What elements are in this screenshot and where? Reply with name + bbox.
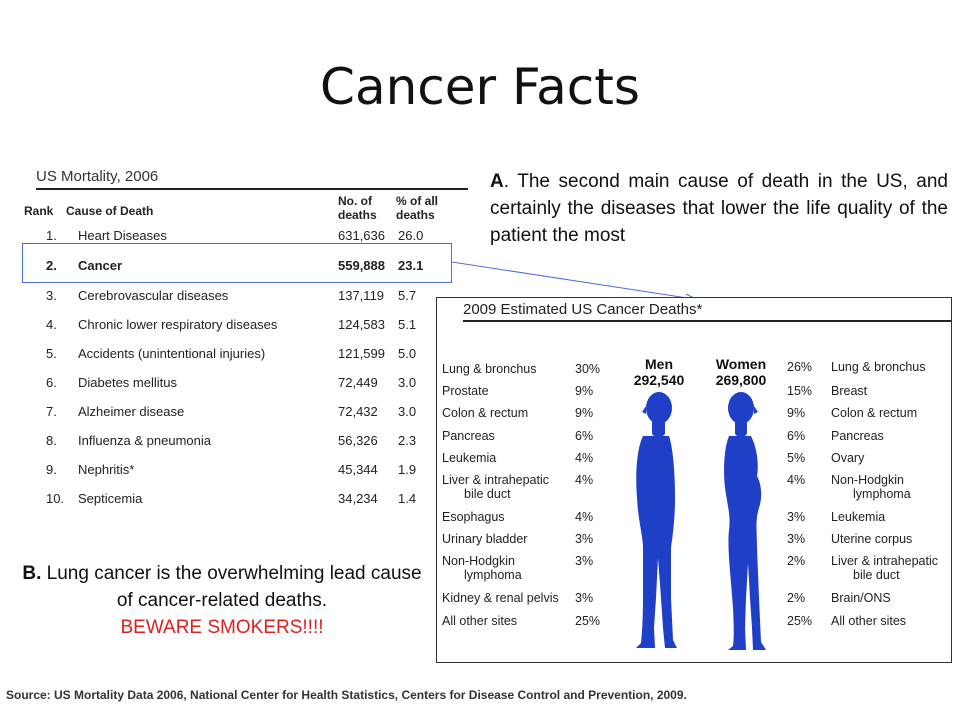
note-a-body: . The second main cause of death in the US, and certainly the diseases that lower the life quality of the patient the most [490, 171, 948, 246]
slide-title: Cancer Facts [320, 58, 640, 116]
women-site-pct: 6% [787, 429, 806, 443]
men-site-name: Colon & rectum [442, 406, 529, 420]
women-site-pct: 3% [787, 532, 806, 546]
deaths-cell: 72,432 [338, 404, 378, 419]
men-site-label [442, 473, 549, 501]
pct-cell: 3.0 [398, 404, 417, 419]
mortality-row [24, 433, 469, 455]
women-site-pct: 2% [787, 554, 806, 568]
pct-cell: 3.0 [398, 375, 417, 390]
women-site-pct: 4% [787, 473, 806, 487]
women-site-pct: 15% [787, 384, 813, 398]
men-site-pct: 9% [575, 406, 594, 420]
men-total: 292,540 [633, 372, 685, 388]
cause-cell: Cancer [78, 258, 123, 273]
note-a-label: A [490, 171, 504, 192]
women-site-name: Brain/ONS [831, 591, 891, 605]
connector-line [452, 262, 694, 299]
cause-cell: Chronic lower respiratory diseases [78, 317, 278, 332]
women-site-name: Breast [831, 384, 868, 398]
mortality-row [24, 317, 469, 339]
women-site-label [831, 451, 864, 465]
women-site-pct: 26% [787, 360, 813, 374]
pct-cell: 2.3 [398, 433, 417, 448]
women-site-label [831, 532, 912, 546]
men-site-name: All other sites [442, 614, 518, 628]
men-site-label [442, 384, 489, 398]
women-site-name: Ovary [831, 451, 865, 465]
deaths-cell: 45,344 [338, 462, 378, 477]
mortality-table-title: US Mortality, 2006 [36, 168, 159, 185]
men-site-name: Pancreas [442, 429, 495, 443]
women-site-label [831, 360, 926, 374]
women-site-pct: 5% [787, 451, 806, 465]
cancer-row-highlight [22, 243, 452, 283]
women-label: Women [715, 356, 767, 372]
men-site-name-cont: lymphoma [464, 568, 522, 582]
cause-cell: Cerebrovascular diseases [78, 288, 229, 303]
women-site-label [831, 429, 884, 443]
men-label: Men [645, 356, 673, 372]
women-total: 269,800 [715, 372, 767, 388]
women-site-name: Non-Hodgkin [831, 473, 904, 487]
mortality-row [24, 462, 469, 484]
men-site-label [442, 362, 537, 376]
men-site-label [442, 406, 528, 420]
men-site-pct: 30% [575, 362, 601, 376]
rank-cell: 4. [46, 317, 57, 332]
men-site-pct: 3% [575, 554, 594, 568]
women-site-pct: 2% [787, 591, 806, 605]
deaths-cell: 124,583 [338, 317, 385, 332]
men-site-pct: 3% [575, 532, 594, 546]
mortality-title-rule [36, 188, 468, 190]
source-note: Source: US Mortality Data 2006, National Center for Health Statistics, Centers for Disease Control and Prevention, 2009. [6, 688, 687, 702]
deaths-cell: 559,888 [338, 258, 385, 273]
rank-cell: 9. [46, 462, 57, 477]
men-site-pct: 4% [575, 510, 594, 524]
rank-cell: 6. [46, 375, 57, 390]
men-site-label [442, 510, 505, 524]
women-site-pct: 9% [787, 406, 806, 420]
header-deaths-line1: No. of [338, 194, 372, 208]
women-site-name: Liver & intrahepatic [831, 554, 939, 568]
pct-cell: 23.1 [398, 258, 424, 273]
pct-cell: 5.1 [398, 317, 417, 332]
deaths-cell: 631,636 [338, 228, 385, 243]
header-cause: Cause of Death [66, 204, 154, 218]
pct-cell: 26.0 [398, 228, 424, 243]
women-site-name: All other sites [831, 614, 907, 628]
women-site-name: Colon & rectum [831, 406, 918, 420]
deaths-cell: 34,234 [338, 491, 378, 506]
note-b-label: B. [22, 563, 42, 584]
women-site-label [831, 406, 917, 420]
header-rank: Rank [24, 204, 54, 218]
men-site-name-cont: bile duct [464, 487, 511, 501]
men-site-label [442, 532, 527, 546]
header-deaths-line2: deaths [338, 208, 377, 222]
women-site-name: Leukemia [831, 510, 886, 524]
header-pct-line2: deaths [396, 208, 435, 222]
men-site-name: Prostate [442, 384, 489, 398]
rank-cell: 10. [46, 491, 65, 506]
cause-cell: Heart Diseases [78, 228, 167, 243]
mortality-row [24, 404, 469, 426]
deaths-cell: 137,119 [338, 288, 385, 303]
cause-cell: Diabetes mellitus [78, 375, 177, 390]
women-site-pct: 3% [787, 510, 806, 524]
woman-silhouette-icon [724, 392, 766, 650]
rank-cell: 5. [46, 346, 57, 361]
women-site-label [831, 510, 885, 524]
deaths-cell: 72,449 [338, 375, 378, 390]
rank-cell: 3. [46, 288, 57, 303]
note-b [22, 560, 422, 641]
men-site-name: Leukemia [442, 451, 497, 465]
cause-cell: Accidents (unintentional injuries) [78, 346, 266, 361]
men-site-label [442, 591, 559, 605]
note-b-body: Lung cancer is the overwhelming lead cause of cancer-related deaths. [41, 563, 422, 611]
men-site-pct: 3% [575, 591, 594, 605]
women-site-name-cont: lymphoma [853, 487, 911, 501]
men-site-name: Kidney & renal pelvis [442, 591, 559, 605]
pct-cell: 5.7 [398, 288, 417, 303]
rank-cell: 8. [46, 433, 57, 448]
men-site-pct: 25% [575, 614, 601, 628]
cause-cell: Alzheimer disease [78, 404, 185, 419]
note-b-warning: BEWARE SMOKERS!!!! [120, 617, 324, 638]
women-site-name: Lung & bronchus [831, 360, 926, 374]
rank-cell: 2. [46, 258, 57, 273]
note-a [490, 168, 948, 249]
women-site-label [831, 614, 906, 628]
rank-cell: 1. [46, 228, 57, 243]
women-site-label [831, 384, 867, 398]
deaths-cell: 121,599 [338, 346, 385, 361]
men-site-name: Liver & intrahepatic [442, 473, 550, 487]
men-site-pct: 6% [575, 429, 594, 443]
pct-cell: 1.9 [398, 462, 417, 477]
cancer-deaths-figure [436, 297, 952, 663]
men-site-pct: 4% [575, 473, 594, 487]
cause-cell: Septicemia [78, 491, 143, 506]
men-site-label [442, 429, 495, 443]
women-site-pct: 25% [787, 614, 813, 628]
mortality-row [24, 288, 469, 310]
men-site-name: Lung & bronchus [442, 362, 537, 376]
men-site-pct: 9% [575, 384, 594, 398]
mortality-row [24, 375, 469, 397]
header-pct-line1: % of all [396, 194, 439, 208]
women-site-name-cont: bile duct [853, 568, 900, 582]
men-site-name: Non-Hodgkin [442, 554, 515, 568]
women-site-name: Pancreas [831, 429, 884, 443]
men-site-label [442, 451, 496, 465]
men-site-name: Esophagus [442, 510, 505, 524]
cancer-deaths-title: 2009 Estimated US Cancer Deaths* [463, 301, 703, 318]
men-site-label [442, 554, 522, 582]
women-site-label [831, 473, 911, 501]
cause-cell: Influenza & pneumonia [78, 433, 211, 448]
men-site-pct: 4% [575, 451, 594, 465]
men-site-label [442, 614, 517, 628]
cause-cell: Nephritis* [78, 462, 135, 477]
women-site-label [831, 591, 891, 605]
man-silhouette-icon [636, 392, 677, 648]
pct-cell: 5.0 [398, 346, 417, 361]
pct-cell: 1.4 [398, 491, 417, 506]
deaths-cell: 56,326 [338, 433, 378, 448]
mortality-row [24, 491, 469, 513]
men-site-name: Urinary bladder [442, 532, 528, 546]
rank-cell: 7. [46, 404, 57, 419]
women-site-label [831, 554, 938, 582]
women-site-name: Uterine corpus [831, 532, 913, 546]
mortality-row [24, 346, 469, 368]
